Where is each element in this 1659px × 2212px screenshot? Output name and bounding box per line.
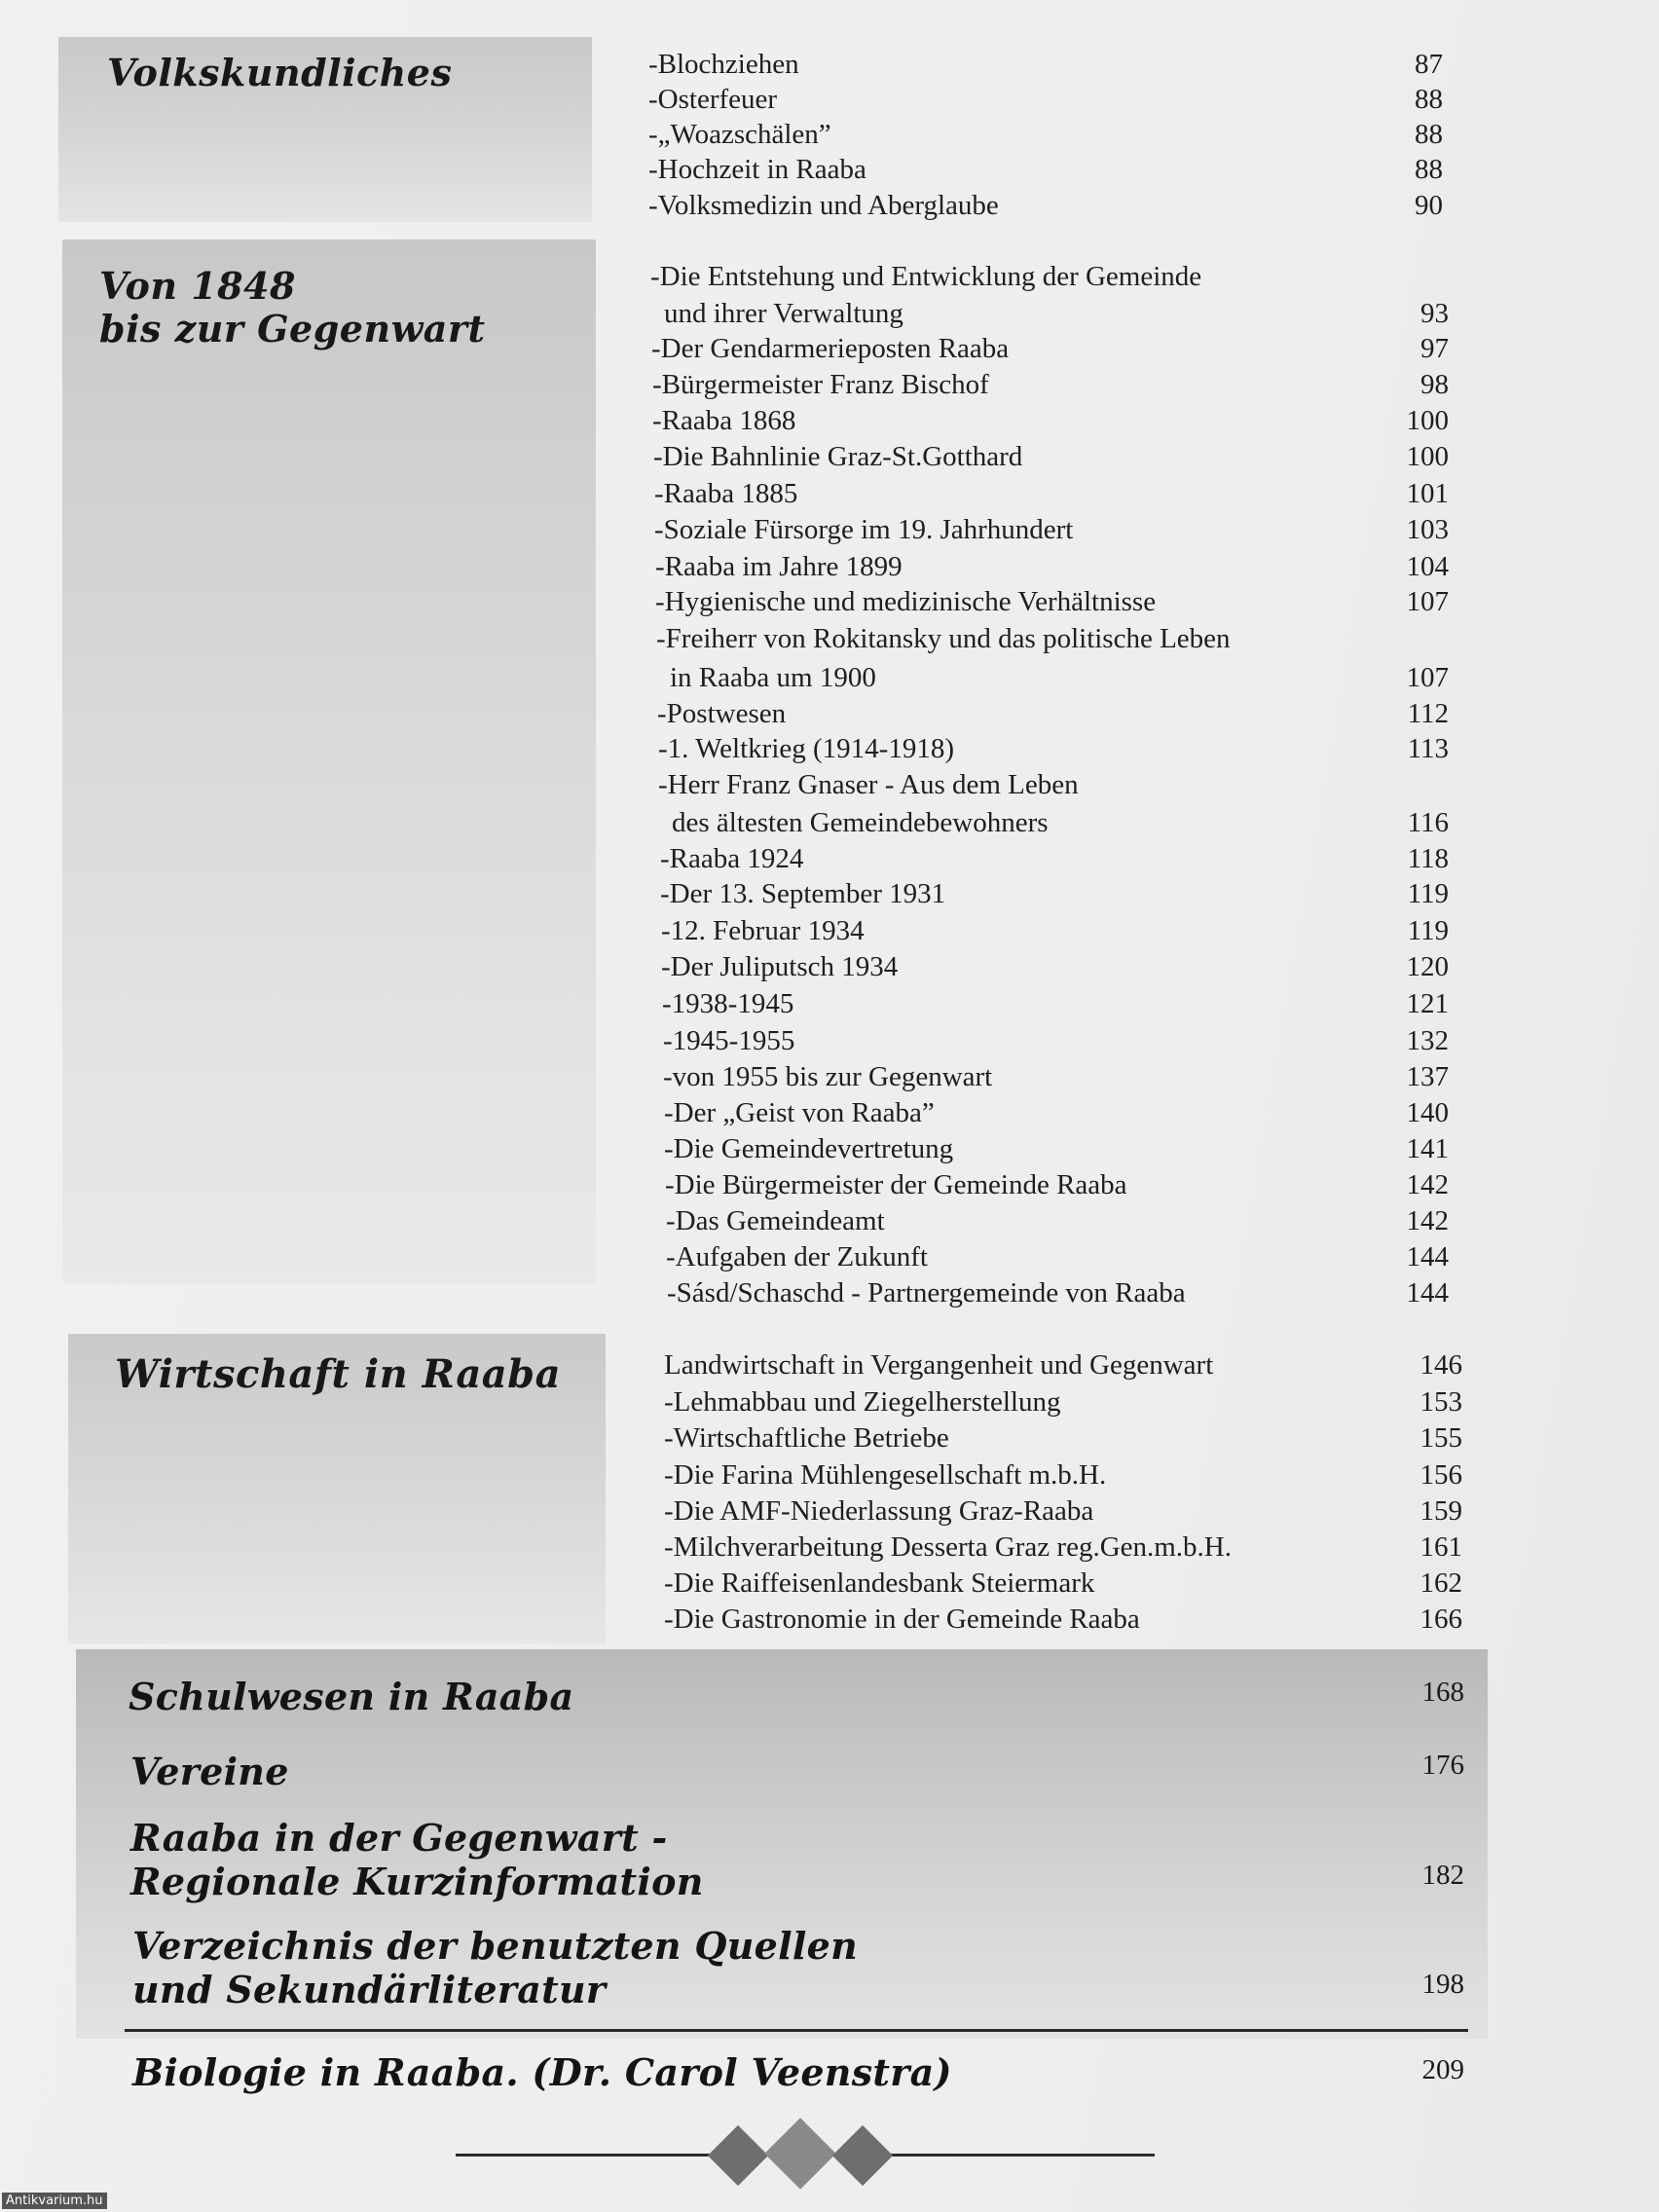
toc-page-number: 119: [1407, 878, 1449, 909]
toc-entry-text: -Der Gendarmerieposten Raaba: [651, 333, 1010, 364]
toc-page-number: 100: [1406, 441, 1449, 472]
section-title-line-1: Von 1848: [99, 264, 296, 308]
toc-page-number: 107: [1406, 586, 1449, 617]
diamond-ornament-icon: [832, 2125, 893, 2186]
final-chapter-title: Biologie in Raaba. (Dr. Carol Veenstra): [132, 2050, 952, 2094]
toc-entry-text: -Raaba 1924: [660, 843, 804, 874]
toc-entry-text: -Herr Franz Gnaser - Aus dem Leben: [658, 769, 1079, 800]
toc-entry-text: -Milchverarbeitung Desserta Graz reg.Gen.m.b.H.: [664, 1531, 1233, 1563]
toc-entry-text: -Die Farina Mühlengesellschaft m.b.H.: [664, 1459, 1107, 1491]
toc-entry-text: des ältesten Gemeindebewohners: [672, 807, 1049, 838]
toc-entry-text: -Blochziehen: [648, 49, 799, 80]
toc-page-number: 142: [1406, 1169, 1449, 1200]
toc-page-number: 142: [1406, 1205, 1449, 1236]
toc-entry-text: -Lehmabbau und Ziegelherstellung: [664, 1386, 1061, 1418]
toc-entry-text: -Der „Geist von Raaba”: [664, 1097, 935, 1128]
chapter-page-number: 176: [1421, 1750, 1464, 1781]
toc-page-number: 144: [1406, 1241, 1449, 1272]
section-title-wirtschaft: Wirtschaft in Raaba: [115, 1351, 562, 1397]
toc-entry-text: -„Woazschälen”: [648, 119, 831, 150]
toc-page-number: 140: [1406, 1097, 1449, 1128]
toc-entry-text: -Freiherr von Rokitansky und das politische Leben: [656, 623, 1231, 654]
toc-entry-text: -Postwesen: [657, 698, 787, 729]
toc-page-number: 161: [1419, 1531, 1462, 1563]
toc-entry-text: und ihrer Verwaltung: [664, 298, 903, 329]
toc-page-number: 119: [1407, 915, 1449, 946]
toc-page-number: 88: [1415, 119, 1443, 150]
toc-entry-text: -Hygienische und medizinische Verhältnisse: [655, 586, 1157, 617]
toc-page-number: 141: [1406, 1133, 1449, 1164]
chapter-title: Schulwesen in Raaba: [129, 1675, 574, 1718]
toc-page-number: 103: [1406, 514, 1449, 545]
toc-page-number: 144: [1406, 1277, 1449, 1309]
toc-page-number: 88: [1415, 84, 1443, 115]
toc-entry-text: -Soziale Fürsorge im 19. Jahrhundert: [654, 514, 1074, 545]
chapter-title: Raaba in der Gegenwart -: [130, 1816, 668, 1860]
chapter-page-number: 168: [1421, 1677, 1464, 1708]
chapter-title: Vereine: [130, 1750, 289, 1793]
section-title-volkskundliches: Volkskundliches: [107, 51, 453, 94]
toc-page-number: 88: [1415, 154, 1443, 185]
toc-entry-text: -Raaba 1885: [654, 478, 798, 509]
diamond-ornament-icon: [708, 2125, 768, 2186]
toc-entry-text: -Wirtschaftliche Betriebe: [664, 1422, 949, 1454]
toc-entry-text: -Das Gemeindeamt: [666, 1205, 885, 1236]
toc-page-number: 87: [1415, 49, 1443, 80]
ornament-line-left: [456, 2154, 726, 2157]
toc-page-number: 156: [1419, 1459, 1462, 1491]
separator-rule: [125, 2029, 1468, 2032]
toc-entry-text: -12. Februar 1934: [661, 915, 865, 946]
section-title-von-1848: [99, 265, 486, 350]
toc-entry-text: Landwirtschaft in Vergangenheit und Gegenwart: [664, 1349, 1214, 1381]
chapter-title-line-2: Regionale Kurzinformation: [130, 1860, 704, 1903]
toc-entry-text: -Der 13. September 1931: [660, 878, 946, 909]
toc-page-number: 166: [1419, 1604, 1462, 1635]
toc-page-number: 104: [1406, 551, 1449, 582]
toc-page-number: 132: [1406, 1025, 1449, 1056]
section-panel-von-1848: [62, 240, 596, 1283]
toc-entry-text: -Sásd/Schaschd - Partnergemeinde von Raaba: [667, 1277, 1186, 1309]
toc-page-number: 155: [1419, 1422, 1462, 1454]
toc-entry-text: -Raaba im Jahre 1899: [655, 551, 903, 582]
toc-entry-text: -Osterfeuer: [648, 84, 778, 115]
watermark: Antikvarium.hu: [2, 2193, 107, 2209]
toc-entry-text: -Hochzeit in Raaba: [648, 154, 866, 185]
toc-entry-text: -Volksmedizin und Aberglaube: [648, 190, 999, 221]
toc-entry-text: -Die Bürgermeister der Gemeinde Raaba: [665, 1169, 1127, 1200]
toc-entry-text: -Die Entstehung und Entwicklung der Gemeinde: [650, 261, 1202, 292]
toc-page-number: 90: [1415, 190, 1443, 221]
toc-entry-text: -Raaba 1868: [652, 405, 796, 436]
toc-entry-text: -1938-1945: [662, 988, 794, 1019]
toc-page-number: 159: [1419, 1495, 1462, 1527]
toc-entry-text: -Der Juliputsch 1934: [661, 951, 899, 982]
chapter-title-line-2: und Sekundärliteratur: [132, 1968, 607, 2011]
toc-page-number: 116: [1407, 807, 1449, 838]
chapter-page-number: 182: [1421, 1860, 1464, 1891]
chapter-title: Verzeichnis der benutzten Quellen: [132, 1924, 859, 1968]
section-title-line-2: bis zur Gegenwart: [99, 307, 486, 350]
toc-entry-text: -Die Bahnlinie Graz-St.Gotthard: [653, 441, 1023, 472]
toc-entry-text: -1. Weltkrieg (1914-1918): [658, 733, 954, 764]
toc-entry-text: in Raaba um 1900: [670, 662, 876, 693]
toc-page-number: 146: [1419, 1349, 1462, 1381]
toc-entry-text: -Bürgermeister Franz Bischof: [652, 369, 989, 400]
toc-page-number: 118: [1407, 843, 1449, 874]
toc-page-number: 162: [1419, 1567, 1462, 1599]
final-chapter-page-number: 209: [1421, 2054, 1464, 2085]
toc-entry-text: -Aufgaben der Zukunft: [666, 1241, 928, 1272]
toc-entry-text: -von 1955 bis zur Gegenwart: [663, 1061, 993, 1092]
toc-page-number: 112: [1407, 698, 1449, 729]
toc-page-number: 98: [1420, 369, 1449, 400]
toc-entry-text: -1945-1955: [663, 1025, 795, 1056]
toc-entry-text: -Die AMF-Niederlassung Graz-Raaba: [664, 1495, 1094, 1527]
toc-page-number: 120: [1406, 951, 1449, 982]
toc-entry-text: -Die Gemeindevertretung: [664, 1133, 954, 1164]
chapter-page-number: 198: [1421, 1969, 1464, 2000]
toc-page-number: 121: [1406, 988, 1449, 1019]
toc-page-number: 97: [1420, 333, 1449, 364]
toc-page-number: 113: [1407, 733, 1449, 764]
diamond-ornament-icon: [764, 2118, 836, 2190]
toc-page-number: 100: [1406, 405, 1449, 436]
toc-page-number: 137: [1406, 1061, 1449, 1092]
ornament-line-right: [880, 2154, 1155, 2157]
toc-entry-text: -Die Gastronomie in der Gemeinde Raaba: [664, 1604, 1140, 1635]
toc-page-number: 101: [1406, 478, 1449, 509]
toc-entry-text: -Die Raiffeisenlandesbank Steiermark: [664, 1567, 1095, 1599]
toc-page-number: 153: [1419, 1386, 1462, 1418]
toc-page-number: 93: [1420, 298, 1449, 329]
toc-page-number: 107: [1406, 662, 1449, 693]
